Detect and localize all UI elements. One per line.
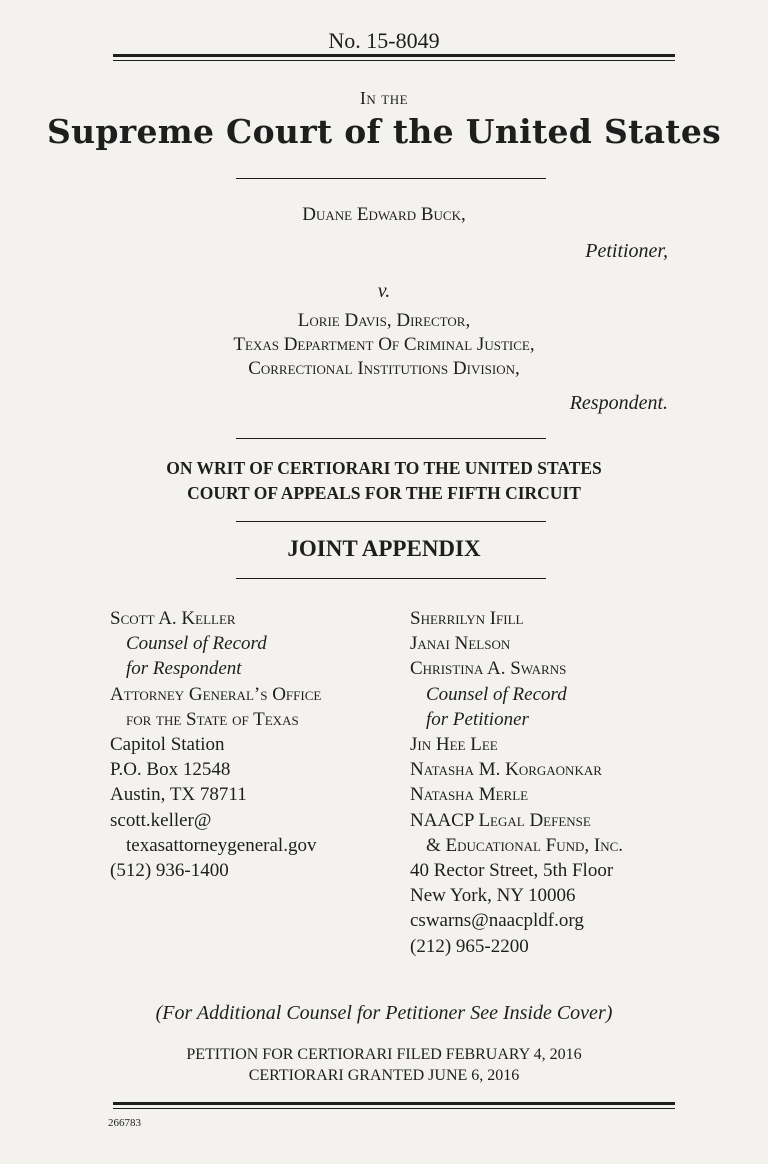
counsel-line: texasattorneygeneral.gov — [126, 834, 317, 856]
counsel-line: Janai Nelson — [410, 633, 511, 655]
court-name: Supreme Court of the United States — [46, 112, 722, 151]
versus: v. — [377, 280, 391, 302]
counsel-line: Sherrilyn Ifill — [410, 608, 524, 629]
respondent-line: Correctional Institutions Division, — [248, 358, 520, 379]
header-rule-thick — [113, 54, 675, 57]
writ-line: ON WRIT OF CERTIORARI TO THE UNITED STATES — [166, 458, 602, 478]
counsel-line: Jin Hee Lee — [410, 734, 498, 756]
counsel-line: Attorney General’s Office — [110, 683, 322, 705]
counsel-line: for Respondent — [126, 658, 242, 680]
petitioner-role: Petitioner, — [585, 240, 668, 262]
petition-filed-date: PETITION FOR CERTIORARI FILED FEBRUARY 4, 2016 — [186, 1046, 582, 1063]
petitioner-counsel-block — [410, 606, 623, 959]
counsel-line: Counsel of Record — [126, 633, 267, 655]
counsel-line: cswarns@naacpldf.org — [410, 910, 584, 932]
document-title: JOINT APPENDIX — [287, 536, 481, 561]
counsel-line: Christina A. Swarns — [410, 658, 567, 680]
counsel-line: Capitol Station — [110, 734, 225, 756]
case-number: No. 15-8049 — [328, 28, 440, 53]
counsel-line: for the State of Texas — [126, 708, 299, 730]
counsel-line: Austin, TX 78711 — [110, 784, 247, 806]
divider-4 — [236, 578, 546, 579]
additional-counsel-note: (For Additional Counsel for Petitioner See Inside Cover) — [155, 1002, 613, 1024]
divider-2 — [236, 438, 546, 439]
counsel-line: Natasha Merle — [410, 784, 529, 806]
counsel-line: Scott A. Keller — [110, 608, 236, 629]
counsel-line: Counsel of Record — [426, 683, 567, 705]
document-code: 266783 — [108, 1117, 141, 1129]
footer-rule-thick — [113, 1102, 675, 1105]
counsel-line: New York, NY 10006 — [410, 885, 576, 907]
certiorari-granted-date: CERTIORARI GRANTED JUNE 6, 2016 — [248, 1067, 520, 1084]
footer-rule-thin — [113, 1108, 675, 1109]
counsel-line: P.O. Box 12548 — [110, 759, 231, 781]
respondent-line: Texas Department Of Criminal Justice, — [233, 334, 535, 355]
counsel-line: & Educational Fund, Inc. — [426, 834, 624, 856]
respondent-counsel-block — [110, 606, 321, 883]
divider-1 — [236, 178, 546, 179]
counsel-line: NAACP Legal Defense — [410, 809, 591, 831]
petitioner-name: Duane Edward Buck, — [302, 204, 466, 225]
counsel-line: Natasha M. Korgaonkar — [410, 759, 602, 781]
respondent-line: Lorie Davis, Director, — [297, 310, 471, 331]
writ-line: COURT OF APPEALS FOR THE FIFTH CIRCUIT — [187, 483, 581, 503]
respondent-role: Respondent. — [569, 392, 668, 414]
counsel-line: (212) 965-2200 — [410, 935, 529, 957]
counsel-line: (512) 936-1400 — [110, 860, 229, 882]
counsel-line: scott.keller@ — [110, 809, 212, 831]
counsel-line: 40 Rector Street, 5th Floor — [410, 860, 614, 882]
divider-3 — [236, 521, 546, 522]
header-rule-thin — [113, 60, 675, 61]
in-the-label: In the — [359, 88, 409, 108]
counsel-line: for Petitioner — [426, 708, 529, 730]
